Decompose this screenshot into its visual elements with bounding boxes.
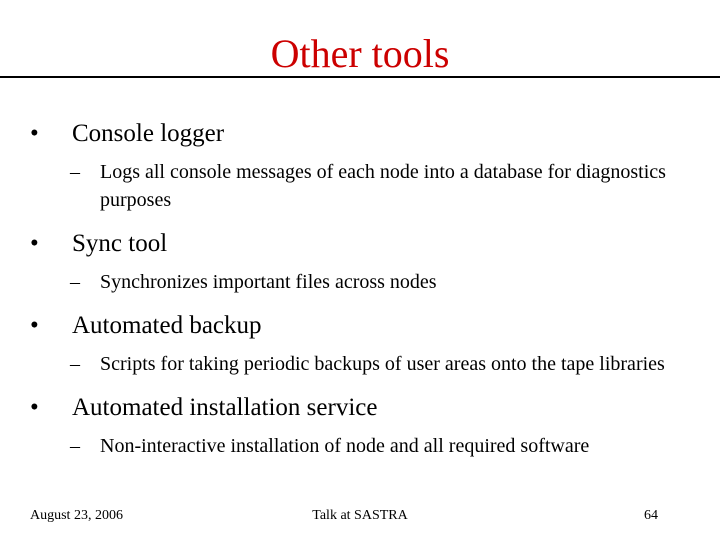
- bullet-text: Automated backup: [72, 312, 262, 339]
- sub-bullet-mark: –: [70, 353, 80, 375]
- sub-bullet-text: Logs all console messages of each node into a database for diagnostics purposes: [100, 161, 666, 211]
- bullet-item: [30, 118, 700, 150]
- bullet-mark: •: [30, 394, 39, 421]
- sub-bullet-text: Non-interactive installation of node and all required software: [100, 435, 590, 457]
- slide-number: 64: [644, 508, 658, 523]
- sub-bullet-item: [30, 350, 700, 378]
- sub-bullet-mark: –: [70, 161, 80, 183]
- bullet-text: Automated installation service: [72, 394, 378, 421]
- slide-title: Other tools: [270, 31, 450, 76]
- bullet-item: [30, 392, 700, 424]
- footer-date: August 23, 2006: [30, 508, 123, 523]
- bullet-item: [30, 228, 700, 260]
- sub-bullet-mark: –: [70, 435, 80, 457]
- sub-bullet-text: Scripts for taking periodic backups of user areas onto the tape libraries: [100, 353, 665, 375]
- bullet-text: Console logger: [72, 120, 225, 147]
- sub-bullet-item: [30, 158, 700, 214]
- sub-bullet-mark: –: [70, 271, 80, 293]
- bullet-mark: •: [30, 230, 39, 257]
- bullet-list: [30, 118, 700, 474]
- sub-bullet-item: [30, 268, 700, 296]
- bullet-mark: •: [30, 120, 39, 147]
- title-divider: [0, 76, 720, 78]
- footer-talk-title: Talk at SASTRA: [312, 508, 408, 523]
- sub-bullet-text: Synchronizes important files across nodes: [100, 271, 437, 293]
- bullet-text: Sync tool: [72, 230, 168, 257]
- sub-bullet-item: [30, 432, 700, 460]
- bullet-item: [30, 310, 700, 342]
- bullet-mark: •: [30, 312, 39, 339]
